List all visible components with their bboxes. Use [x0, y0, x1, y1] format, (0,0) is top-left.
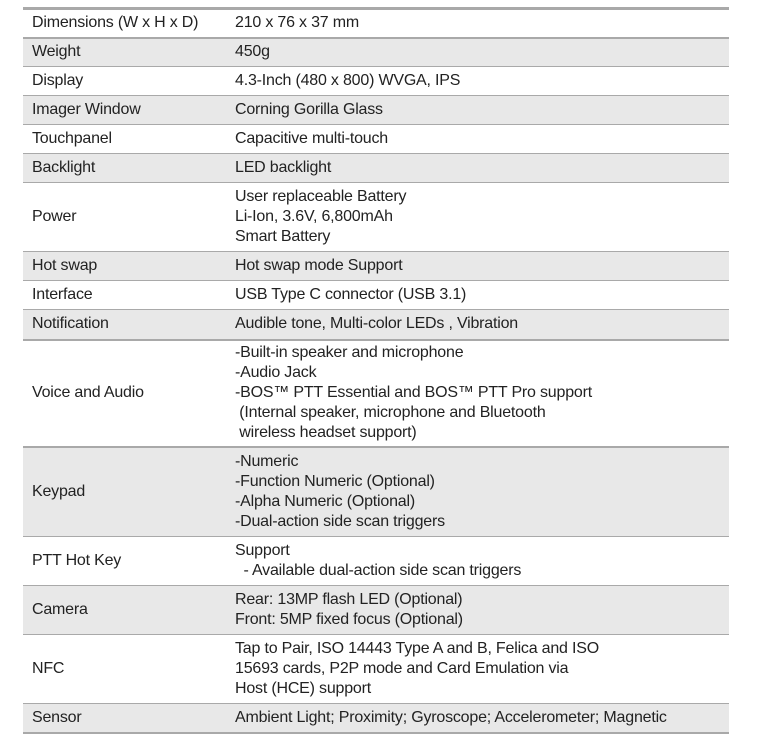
spec-value-line: wireless headset support)	[235, 424, 417, 441]
spec-label: Imager Window	[23, 96, 226, 125]
spec-row	[23, 447, 729, 537]
spec-value-line: 210 x 76 x 37 mm	[235, 14, 359, 32]
spec-value-line: User replaceable Battery	[235, 188, 407, 205]
spec-value	[226, 310, 729, 340]
spec-value-line: Corning Gorilla Glass	[235, 101, 383, 118]
spec-row	[23, 38, 729, 67]
spec-row	[23, 310, 729, 340]
spec-value-line: -Built-in speaker and microphone	[235, 344, 464, 361]
spec-value	[226, 281, 729, 310]
spec-label: Weight	[23, 38, 226, 67]
spec-value	[226, 96, 729, 125]
spec-value-line: - Available dual-action side scan triggers	[235, 562, 522, 579]
spec-value-line: Host (HCE) support	[235, 680, 371, 697]
spec-row	[23, 183, 729, 252]
spec-value	[226, 38, 729, 67]
spec-value-line: Rear: 13MP flash LED (Optional)	[235, 591, 463, 608]
spec-value-line: Li-Ion, 3.6V, 6,800mAh	[235, 208, 393, 225]
spec-value	[226, 67, 729, 96]
spec-label: Notification	[23, 310, 226, 340]
spec-label: Backlight	[23, 154, 226, 183]
spec-row	[23, 67, 729, 96]
spec-label: Keypad	[23, 447, 226, 537]
spec-label: Interface	[23, 281, 226, 310]
spec-label: PTT Hot Key	[23, 537, 226, 586]
spec-label: Power	[23, 183, 226, 252]
spec-value-line: 15693 cards, P2P mode and Card Emulation via	[235, 660, 569, 677]
spec-value	[226, 9, 729, 38]
spec-row	[23, 586, 729, 635]
spec-value	[226, 586, 729, 635]
spec-value	[226, 252, 729, 281]
spec-table-body	[23, 9, 729, 733]
spec-value-line: -Audio Jack	[235, 364, 317, 381]
spec-value	[226, 447, 729, 537]
spec-label: Display	[23, 67, 226, 96]
spec-value-line: LED backlight	[235, 159, 332, 176]
spec-value-line: Support	[235, 542, 290, 559]
spec-row	[23, 154, 729, 183]
spec-row	[23, 340, 729, 447]
spec-row	[23, 9, 729, 38]
spec-label: Camera	[23, 586, 226, 635]
spec-row	[23, 704, 729, 733]
spec-label: Dimensions (W x H x D)	[23, 9, 226, 38]
spec-value	[226, 537, 729, 586]
spec-value-line: Tap to Pair, ISO 14443 Type A and B, Felica and ISO	[235, 640, 599, 657]
spec-value-line: -BOS™ PTT Essential and BOS™ PTT Pro support	[235, 384, 592, 401]
spec-value-line: 450g	[235, 43, 270, 61]
spec-value-line: -Function Numeric (Optional)	[235, 472, 435, 490]
spec-value	[226, 635, 729, 704]
spec-value-line: Hot swap mode Support	[235, 257, 403, 274]
spec-label: Voice and Audio	[23, 340, 226, 447]
spec-value	[226, 704, 729, 733]
spec-value-line: USB Type C connector (USB 3.1)	[235, 286, 467, 303]
spec-value	[226, 183, 729, 252]
spec-value-line: Front: 5MP fixed focus (Optional)	[235, 611, 463, 628]
spec-value-line: Smart Battery	[235, 228, 331, 245]
spec-row	[23, 281, 729, 310]
spec-value-line: -Alpha Numeric (Optional)	[235, 492, 415, 510]
spec-value-line: Capacitive multi-touch	[235, 130, 388, 147]
spec-value	[226, 125, 729, 154]
spec-label: Sensor	[23, 704, 226, 733]
spec-row	[23, 96, 729, 125]
spec-value-line: Ambient Light; Proximity; Gyroscope; Accelerometer; Magnetic	[235, 708, 667, 726]
spec-value-line: -Dual-action side scan triggers	[235, 512, 445, 530]
spec-value-line: 4.3-Inch (480 x 800) WVGA, IPS	[235, 72, 461, 89]
spec-value-line: -Numeric	[235, 452, 299, 470]
spec-label: Touchpanel	[23, 125, 226, 154]
spec-row	[23, 252, 729, 281]
spec-value	[226, 154, 729, 183]
spec-value-line: Audible tone, Multi-color LEDs , Vibration	[235, 315, 519, 333]
spec-row	[23, 537, 729, 586]
spec-label: NFC	[23, 635, 226, 704]
spec-value	[226, 340, 729, 447]
spec-label: Hot swap	[23, 252, 226, 281]
spec-table	[23, 7, 729, 734]
spec-row	[23, 635, 729, 704]
spec-value-line: (Internal speaker, microphone and Bluetooth	[235, 404, 546, 421]
spec-row	[23, 125, 729, 154]
